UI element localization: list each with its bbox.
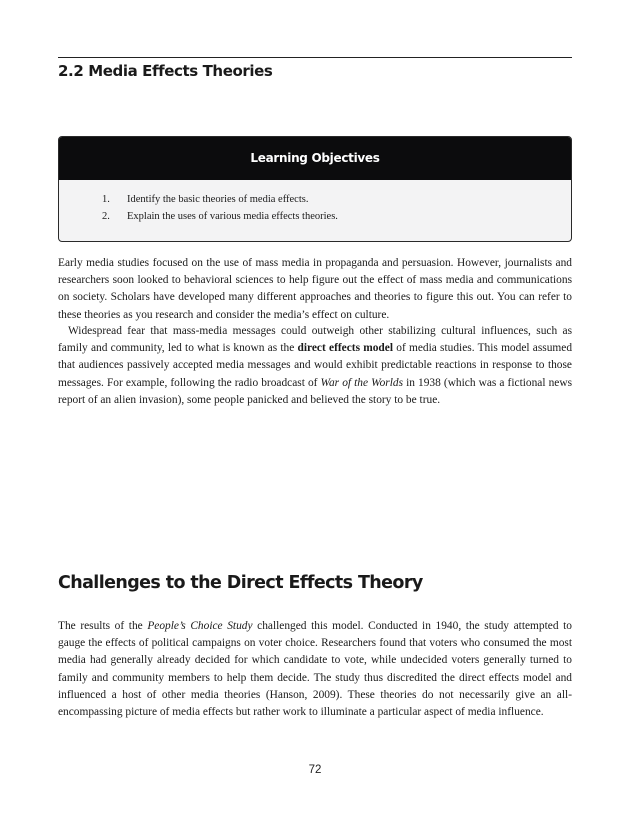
paragraph-text: in 1938 (which was a fictional news report of an alien invasion), some people panicked and believed the story to be true. [58,376,573,406]
page-number: 72 [308,764,322,776]
section-title: 2.2 Media Effects Theories [58,62,273,80]
learning-objectives-box [58,136,572,242]
paragraph-text: The results of the [58,620,148,632]
paragraph-text: Widespread fear that mass-media messages could outweigh other stabilizing cultural influences, such as family and community, led to what is known as the [58,325,572,355]
paragraph-text: challenged this model. Conducted in 1940, the study attempted to gauge the effects of political campaigns on voter choice. Researchers found that voters who consumed the most media had generally already decided for which candidate to vote, while undecided voters generally turned to family and community members to help them decide. The study thus discredited the direct effects model and influenced a host of other media theories (Hanson, 2009). These theories do not necessarily give an all-encompassing picture of media effects but rather work to illuminate a particular aspect of media influence. [58,620,572,719]
challenges-paragraph [58,618,572,721]
list-item-number: 2. [102,211,110,222]
italic-title: People’s Choice Study [147,620,253,632]
subsection-title: Challenges to the Direct Effects Theory [58,573,423,593]
italic-title: War of the Worlds [320,376,404,389]
section-top-rule [58,57,572,58]
list-item-number: 1. [102,194,110,205]
intro-paragraph: Early media studies focused on the use of mass media in propaganda and persuasion. However, journalists and researchers soon looked to behavioral sciences to help figure out the effect of mass media and communications on society. Scholars have developed many different approaches and theories to figure this out. You can refer to these theories as you research and consider the media’s effect on culture. [58,257,572,321]
paragraph-text: of media studies. This model assumed that audiences passively accepted media messages and would exhibit predictable reactions in response to those messages. For example, following the radio broadcast of [58,342,573,389]
learning-objectives-heading: Learning Objectives [59,137,571,180]
bold-term: direct effects model [297,342,393,355]
list-item-text: Identify the basic theories of media effects. [127,194,309,205]
direct-effects-paragraph [58,323,572,409]
list-item-text: Explain the uses of various media effects theories. [127,211,338,222]
